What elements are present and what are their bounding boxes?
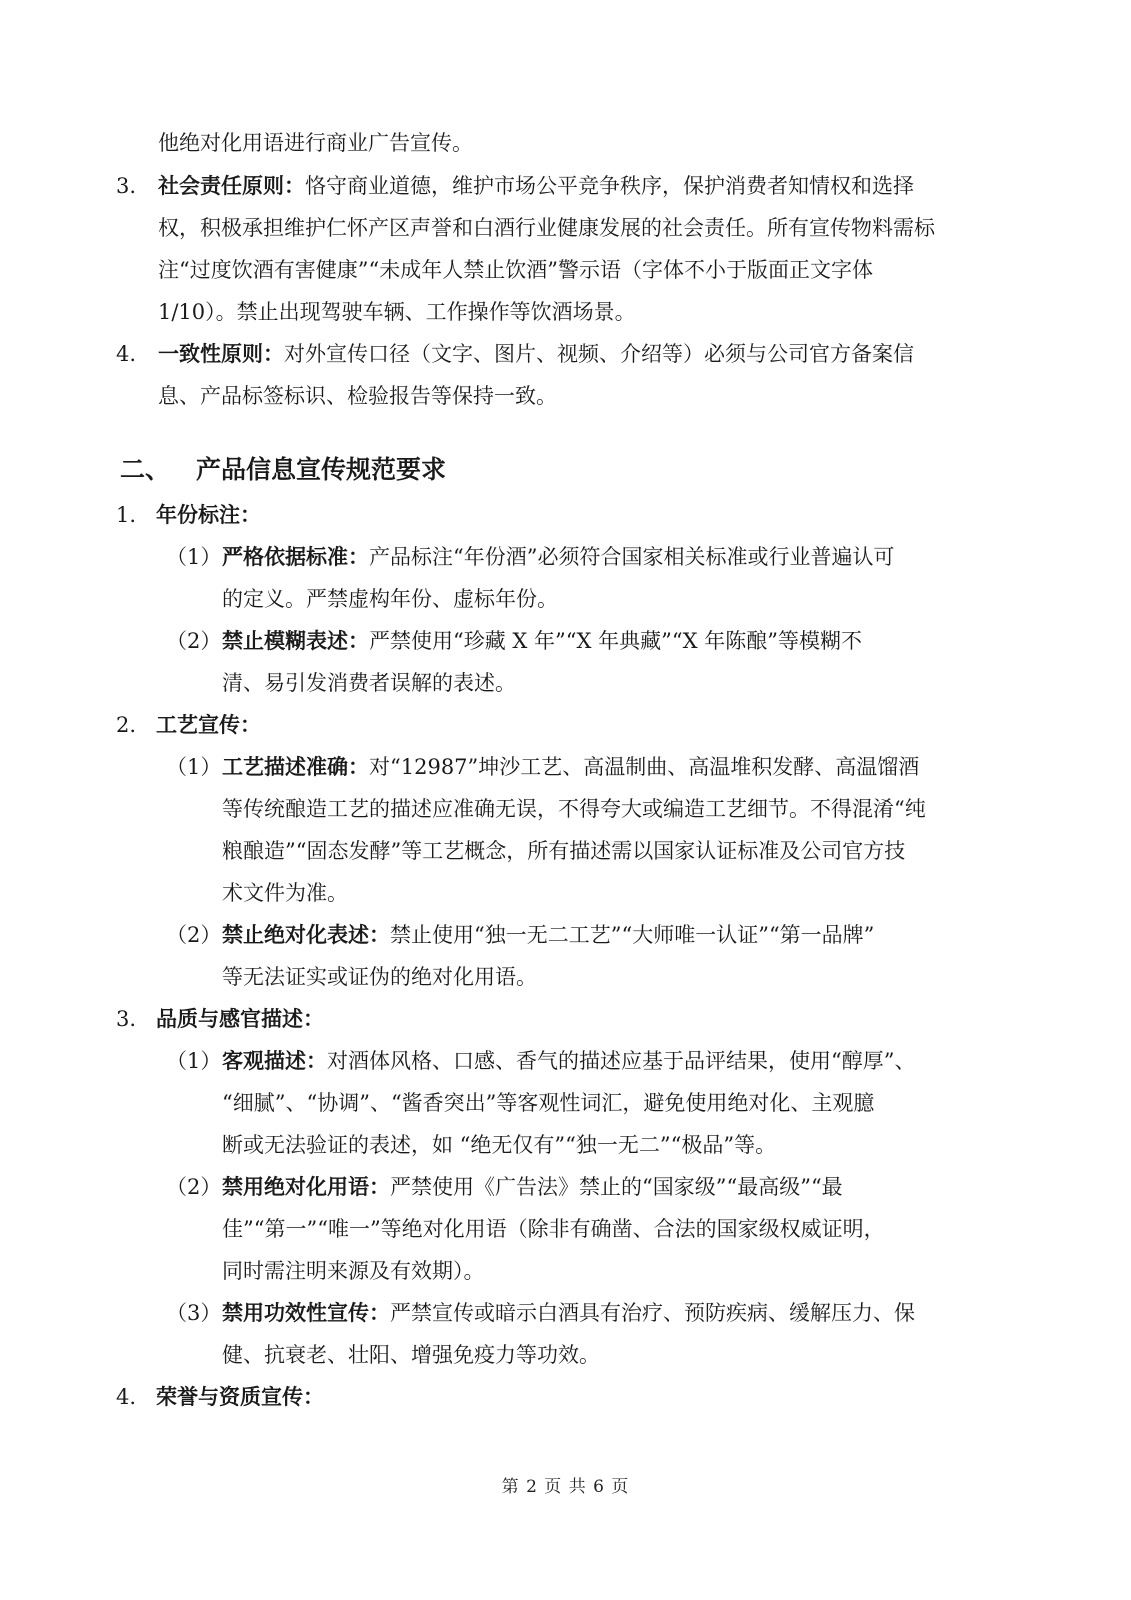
subsection-title-text: 品质与感官描述：: [156, 1006, 324, 1031]
sub-item-number: （2）: [166, 629, 222, 653]
sub-item-line: 等无法证实或证伪的绝对化用语。: [222, 965, 537, 989]
sub-item-label: 客观描述：: [222, 1048, 327, 1073]
sub-item-label: 禁用功效性宣传：: [222, 1300, 390, 1325]
sub-item-number: （3）: [166, 1301, 222, 1325]
subsection-title-text: 年份标注：: [156, 502, 261, 527]
sub-item-line: 对酒体风格、口感、香气的描述应基于品评结果，使用“醇厚”、: [327, 1049, 916, 1073]
principle-label: 一致性原则：: [158, 341, 284, 366]
sub-item-line: 断或无法验证的表述，如 “绝无仅有”“独一无二”“极品”等。: [222, 1133, 777, 1157]
principle-line: 权，积极承担维护仁怀产区声誉和白酒行业健康发展的社会责任。所有宣传物料需标: [158, 216, 935, 240]
sub-item-number: （2）: [166, 1175, 222, 1199]
principle-line: 1/10）。禁止出现驾驶车辆、工作操作等饮酒场景。: [158, 300, 636, 324]
principle-number: 3.: [116, 174, 137, 198]
sub-item-line: 术文件为准。: [222, 881, 348, 905]
sub-item-line: 同时需注明来源及有效期）。: [222, 1259, 485, 1283]
principle-line: 对外宣传口径（文字、图片、视频、介绍等）必须与公司官方备案信: [284, 342, 914, 366]
principle-number: 4.: [116, 342, 137, 366]
sub-item-label: 禁用绝对化用语：: [222, 1174, 390, 1199]
subsection-title: [116, 704, 261, 746]
subsection-number: 4.: [116, 1385, 137, 1409]
principle-label: 社会责任原则：: [158, 173, 305, 198]
subsection-number: 2.: [116, 713, 137, 737]
principle-line: 恪守商业道德，维护市场公平竞争秩序，保护消费者知情权和选择: [305, 174, 914, 198]
subsection-number: 3.: [116, 1007, 137, 1031]
principle-line: 息、产品标签标识、检验报告等保持一致。: [158, 384, 557, 408]
sub-item-line: 对“12987”坤沙工艺、高温制曲、高温堆积发酵、高温馏酒: [369, 755, 920, 779]
section-heading-number: 二、: [120, 455, 171, 484]
sub-item-line: 严禁使用《广告法》禁止的“国家级”“最高级”“最: [390, 1175, 843, 1199]
sub-item-number: （1）: [166, 755, 222, 779]
sub-item-number: （1）: [166, 1049, 222, 1073]
sub-item-line: 产品标注“年份酒”必须符合国家相关标准或行业普遍认可: [369, 545, 895, 569]
sub-item-number: （1）: [166, 545, 222, 569]
sub-item-line: 的定义。严禁虚构年份、虚标年份。: [222, 587, 558, 611]
sub-item-label: 禁止绝对化表述：: [222, 922, 390, 947]
subsection-title: [116, 1376, 324, 1418]
sub-item-line: 严禁使用“珍藏 X 年”“X 年典藏”“X 年陈酿”等模糊不: [369, 629, 862, 653]
subsection-title: [116, 998, 324, 1040]
section-heading-title: 产品信息宣传规范要求: [196, 455, 447, 484]
sub-item-label: 严格依据标准：: [222, 544, 369, 569]
subsection-title-text: 荣誉与资质宣传：: [156, 1384, 324, 1409]
sub-item-line: 粮酿造”“固态发酵”等工艺概念，所有描述需以国家认证标准及公司官方技: [222, 839, 906, 863]
sub-item-line: 佳”“第一”“唯一”等绝对化用语（除非有确凿、合法的国家级权威证明，: [222, 1217, 885, 1241]
sub-item-line: “细腻”、“协调”、“酱香突出”等客观性词汇，避免使用绝对化、主观臆: [222, 1091, 875, 1115]
sub-item-label: 工艺描述准确：: [222, 754, 369, 779]
page-footer: 第 2 页 共 6 页: [501, 1477, 630, 1497]
section-heading: [120, 450, 446, 486]
subsection-title: [116, 494, 261, 536]
principle-line: 注“过度饮酒有害健康”“未成年人禁止饮酒”警示语（字体不小于版面正文字体: [158, 258, 873, 282]
sub-item-line: 健、抗衰老、壮阳、增强免疫力等功效。: [222, 1343, 600, 1367]
sub-item-line: 等传统酿造工艺的描述应准确无误，不得夸大或编造工艺细节。不得混淆“纯: [222, 797, 926, 821]
sub-item-label: 禁止模糊表述：: [222, 628, 369, 653]
subsection-number: 1.: [116, 503, 137, 527]
subsection-title-text: 工艺宣传：: [156, 712, 261, 737]
sub-item-line: 清、易引发消费者误解的表述。: [222, 671, 516, 695]
sub-item-line: 禁止使用“独一无二工艺”“大师唯一认证”“第一品牌”: [390, 923, 875, 947]
intro-tail-text: 他绝对化用语进行商业广告宣传。: [158, 131, 473, 155]
sub-item-number: （2）: [166, 923, 222, 947]
sub-item-line: 严禁宣传或暗示白酒具有治疗、预防疾病、缓解压力、保: [390, 1301, 915, 1325]
intro-tail: [158, 122, 473, 164]
